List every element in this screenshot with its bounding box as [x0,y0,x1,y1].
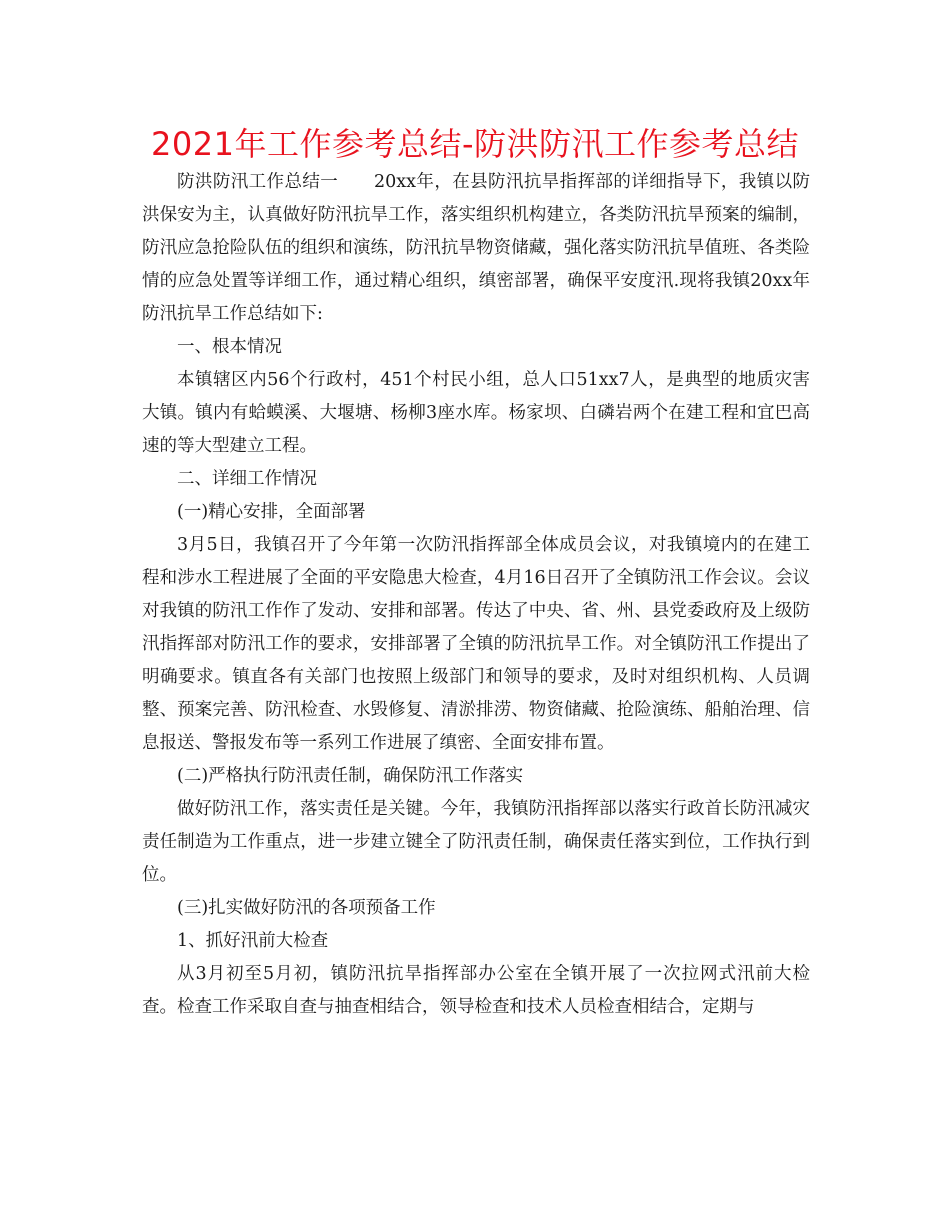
subheading-inspection: 1、抓好汛前大检查 [177,931,329,951]
section-heading-details: 二、详细工作情况 [177,469,317,489]
paragraph-planning: 3月5日，我镇召开了今年第一次防汛指挥部全体成员会议，对我镇境内的在建工程和涉水工程进展了全面的平安隐患大检查，4月16日召开了全镇防汛工作会议。会议对我镇的防汛工作作了发动、安排和部署。传达了中央、省、州、县党委政府及上级防汛指挥部对防汛工作的要求，安排部署了全镇的防汛抗旱工作。对全镇防汛工作提出了明确要求。镇直各有关部门也按照上级部门和领导的要求，及时对组织机构、人员调整、预案完善、防汛检查、水毁修复、清淤排涝、物资储藏、抢险演练、船舶治理、信息报送、警报发布等一系列工作进展了缜密、全面安排布置。 [142,535,810,753]
section-heading-basic: 一、根本情况 [177,337,282,357]
paragraph-inspection: 从3月初至5月初，镇防汛抗旱指挥部办公室在全镇开展了一次拉网式汛前大检查。检查工作采取自查与抽查相结合，领导检查和技术人员检查相结合，定期与 [142,964,810,1017]
paragraph-responsibility: 做好防汛工作，落实责任是关键。今年，我镇防汛指挥部以落实行政首长防汛减灾责任制造为工作重点，进一步建立键全了防汛责任制，确保责任落实到位，工作执行到位。 [142,799,810,885]
document-title: 2021年工作参考总结-防洪防汛工作参考总结 [151,125,799,163]
subheading-responsibility: (二)严格执行防汛责任制，确保防汛工作落实 [177,766,524,786]
paragraph-intro: 防洪防汛工作总结一 20xx年，在县防汛抗旱指挥部的详细指导下，我镇以防洪保安为主，认真做好防汛抗旱工作，落实组织机构建立，各类防汛抗旱预案的编制，防汛应急抢险队伍的组织和演练，防汛抗旱物资储藏，强化落实防汛抗旱值班、各类险情的应急处置等详细工作，通过精心组织，缜密部署，确保平安度汛.现将我镇20xx年防汛抗旱工作总结如下: [142,172,810,324]
subheading-planning: (一)精心安排，全面部署 [177,502,366,522]
subheading-preparation: (三)扎实做好防汛的各项预备工作 [177,898,436,918]
document-body [142,166,810,1024]
paragraph-basic: 本镇辖区内56个行政村，451个村民小组，总人口51xx7人，是典型的地质灾害大镇。镇内有蛤蟆溪、大堰塘、杨柳3座水库。杨家坝、白磷岩两个在建工程和宜巴高速的等大型建立工程。 [142,370,810,456]
